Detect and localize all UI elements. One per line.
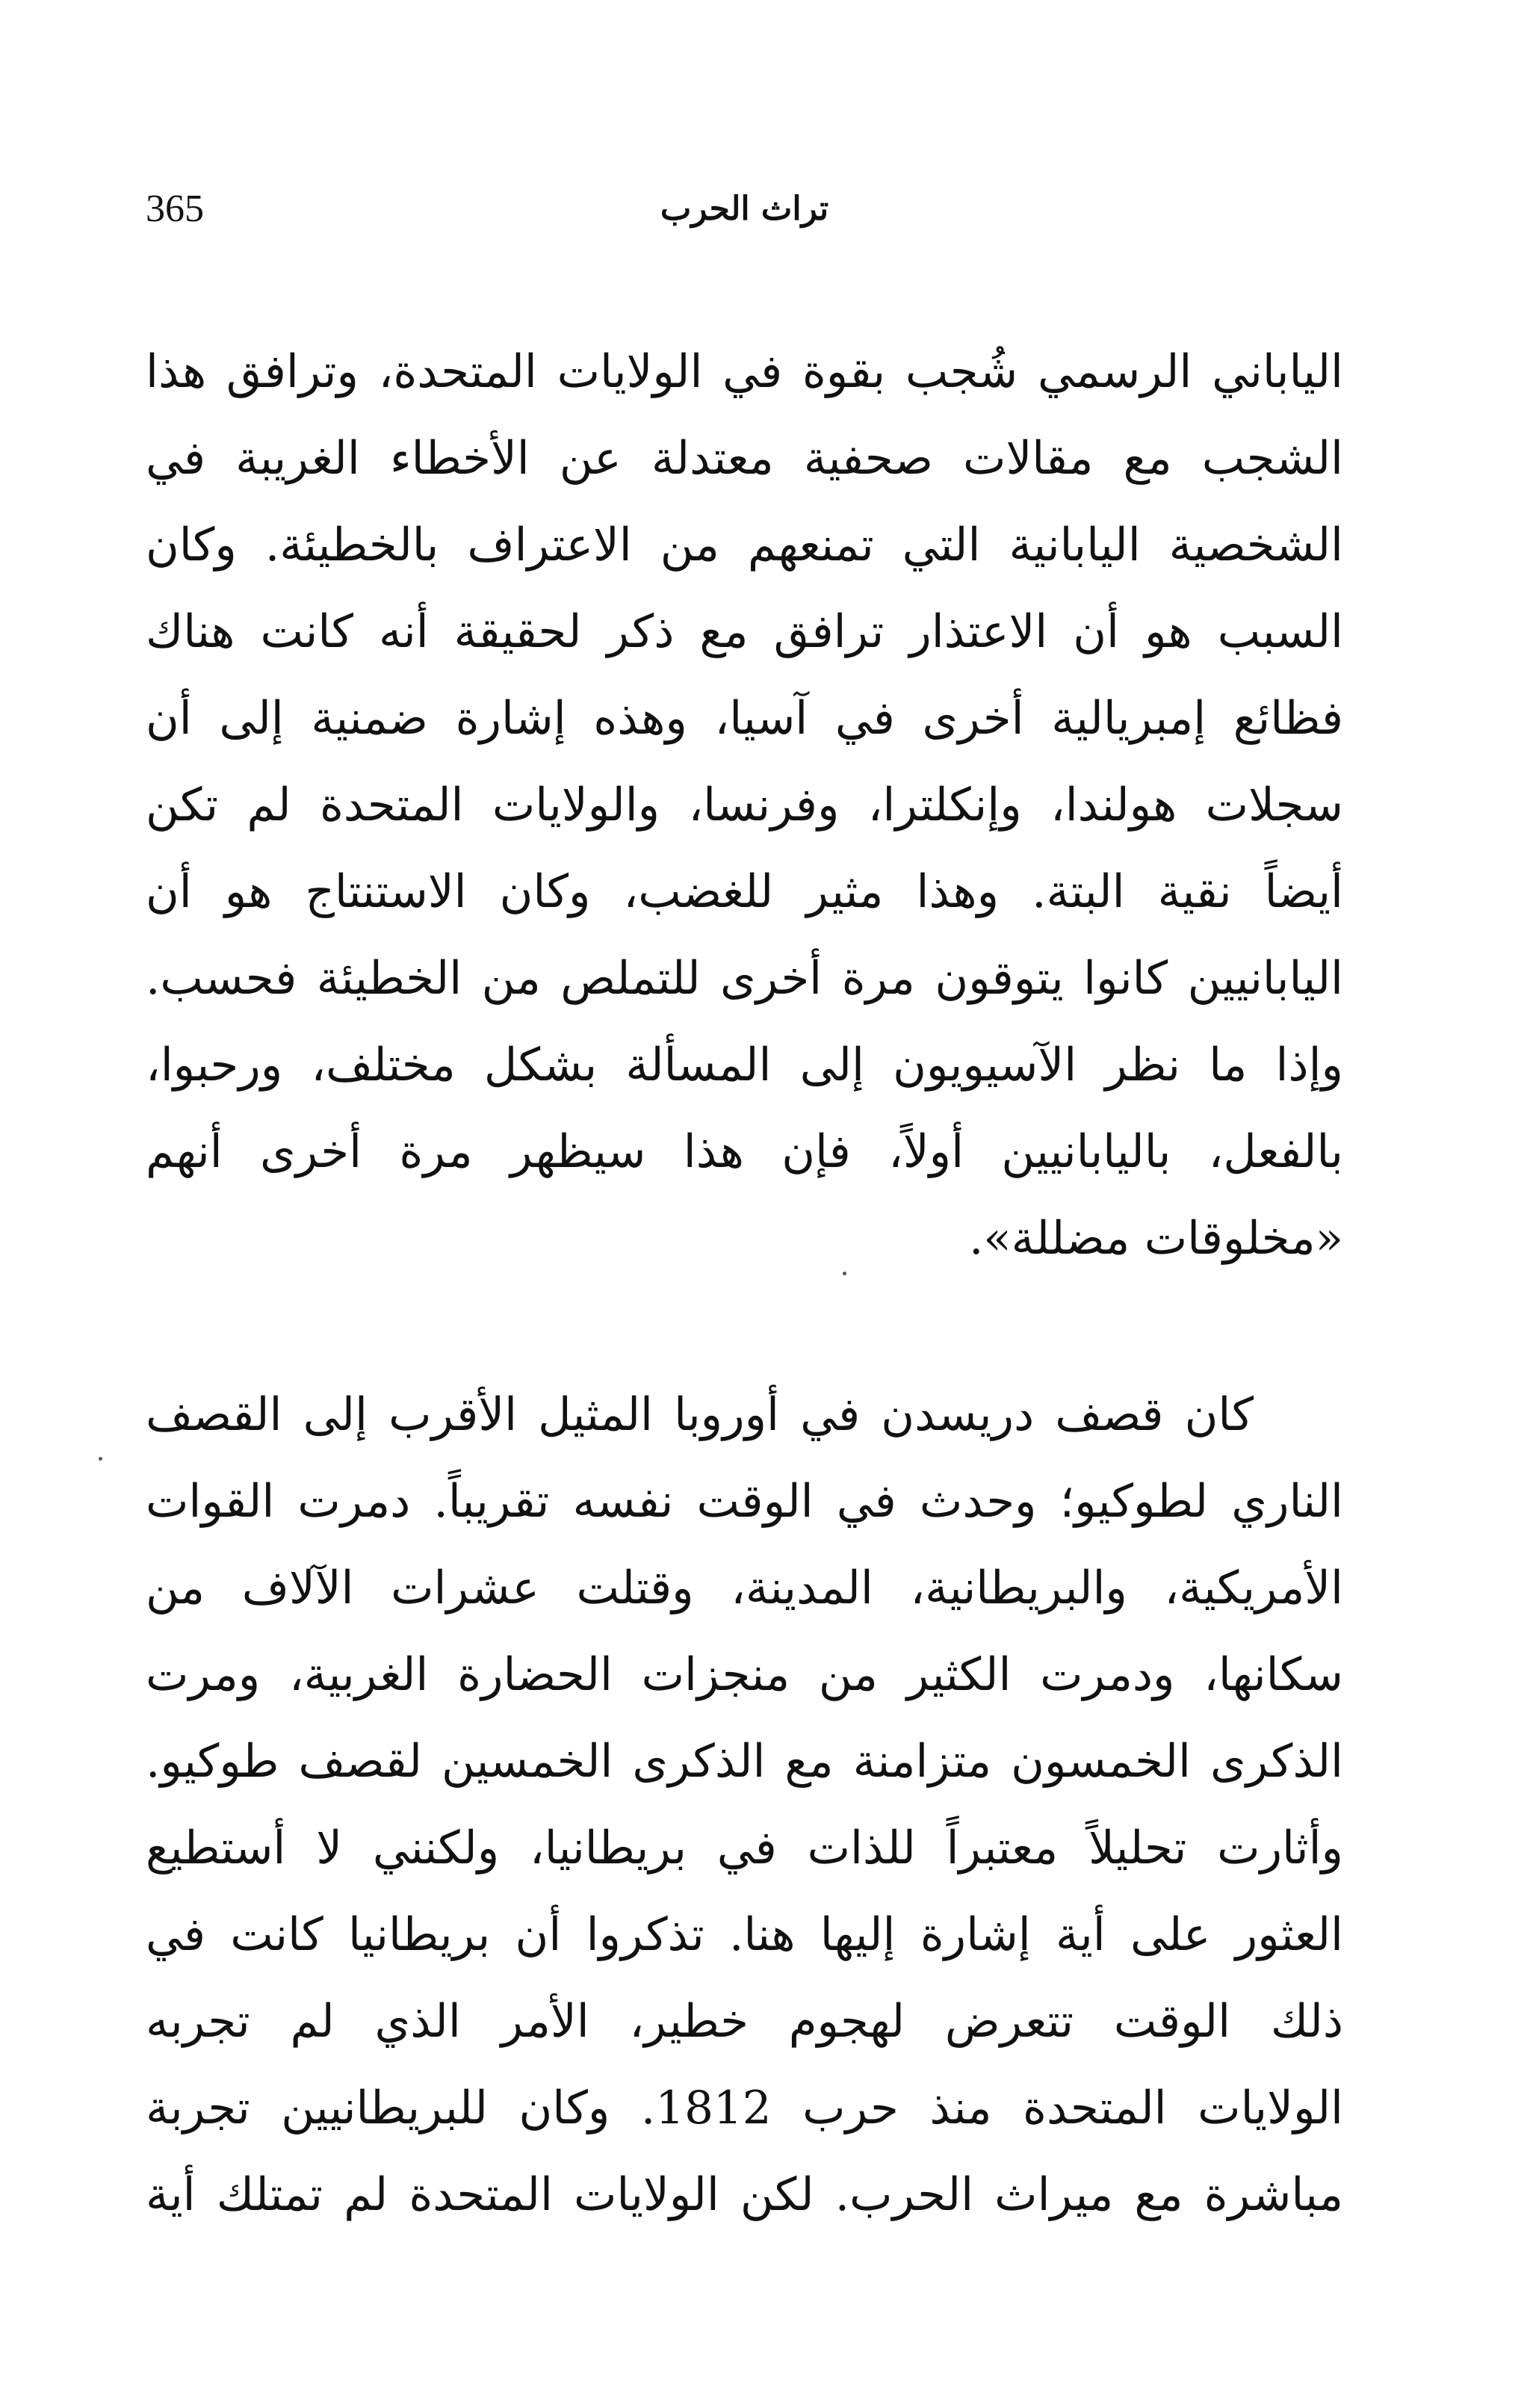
text-line: السبب هو أن الاعتذار ترافق مع ذكر لحقيقة أنه كانت هناك [146,605,1343,658]
page-number: 365 [146,188,204,230]
text-line: اليابانيين كانوا يتوقون مرة أخرى للتملص من الخطيئة فحسب. [146,952,1343,1005]
paragraph-2 [146,1372,1343,2238]
text-line: الياباني الرسمي شُجب بقوة في الولايات المتحدة، وترافق هذا [146,345,1343,398]
text-line: بالفعل، باليابانيين أولاً، فإن هذا سيظهر مرة أخرى أنهم [146,1125,1343,1178]
text-line: ذلك الوقت تتعرض لهجوم خطير، الأمر الذي لم تجربه [146,1995,1343,2048]
text-line: أيضاً نقية البتة. وهذا مثير للغضب، وكان الاستنتاج هو أن [146,865,1343,918]
running-header [146,179,1343,239]
scan-speck [843,1272,846,1275]
text-line: سجلات هولندا، وإنكلترا، وفرنسا، والولايات المتحدة لم تكن [146,779,1343,832]
text-line: كان قصف دريسدن في أوروبا المثيل الأقرب إلى القصف [146,1388,1254,1441]
text-line: «مخلوقات مضللة». [968,1212,1343,1265]
text-line: الشجب مع مقالات صحفية معتدلة عن الأخطاء الغريبة في [146,432,1343,485]
text-line: الناري لطوكيو؛ وحدث في الوقت نفسه تقريباً. دمرت القوات [146,1475,1343,1528]
text-line: وأثارت تحليلاً معتبراً للذات في بريطانيا، ولكنني لا أستطيع [146,1822,1343,1875]
text-line: سكانها، ودمرت الكثير من منجزات الحضارة الغربية، ومرت [146,1648,1343,1701]
running-title: تراث الحرب [660,190,829,228]
text-line: فظائع إمبريالية أخرى في آسيا، وهذه إشارة ضمنية إلى أن [146,692,1343,745]
text-line: وإذا ما نظر الآسيويون إلى المسألة بشكل مختلف، ورحبوا، [146,1039,1343,1092]
text-line: الأمريكية، والبريطانية، المدينة، وقتلت عشرات الآلاف من [146,1562,1343,1615]
scan-speck [99,1457,102,1461]
text-line: الشخصية اليابانية التي تمنعهم من الاعتراف بالخطيئة. وكان [146,519,1343,572]
text-line: الولايات المتحدة منذ حرب 1812. وكان للبريطانيين تجربة [146,2082,1343,2135]
text-line: العثور على أية إشارة إليها هنا. تذكروا أن بريطانيا كانت في [146,1908,1343,1961]
text-line: مباشرة مع ميراث الحرب. لكن الولايات المتحدة لم تمتلك أية [146,2168,1343,2221]
paragraph-1 [146,329,1343,1282]
text-line: الذكرى الخمسون متزامنة مع الذكرى الخمسين لقصف طوكيو. [146,1735,1343,1788]
